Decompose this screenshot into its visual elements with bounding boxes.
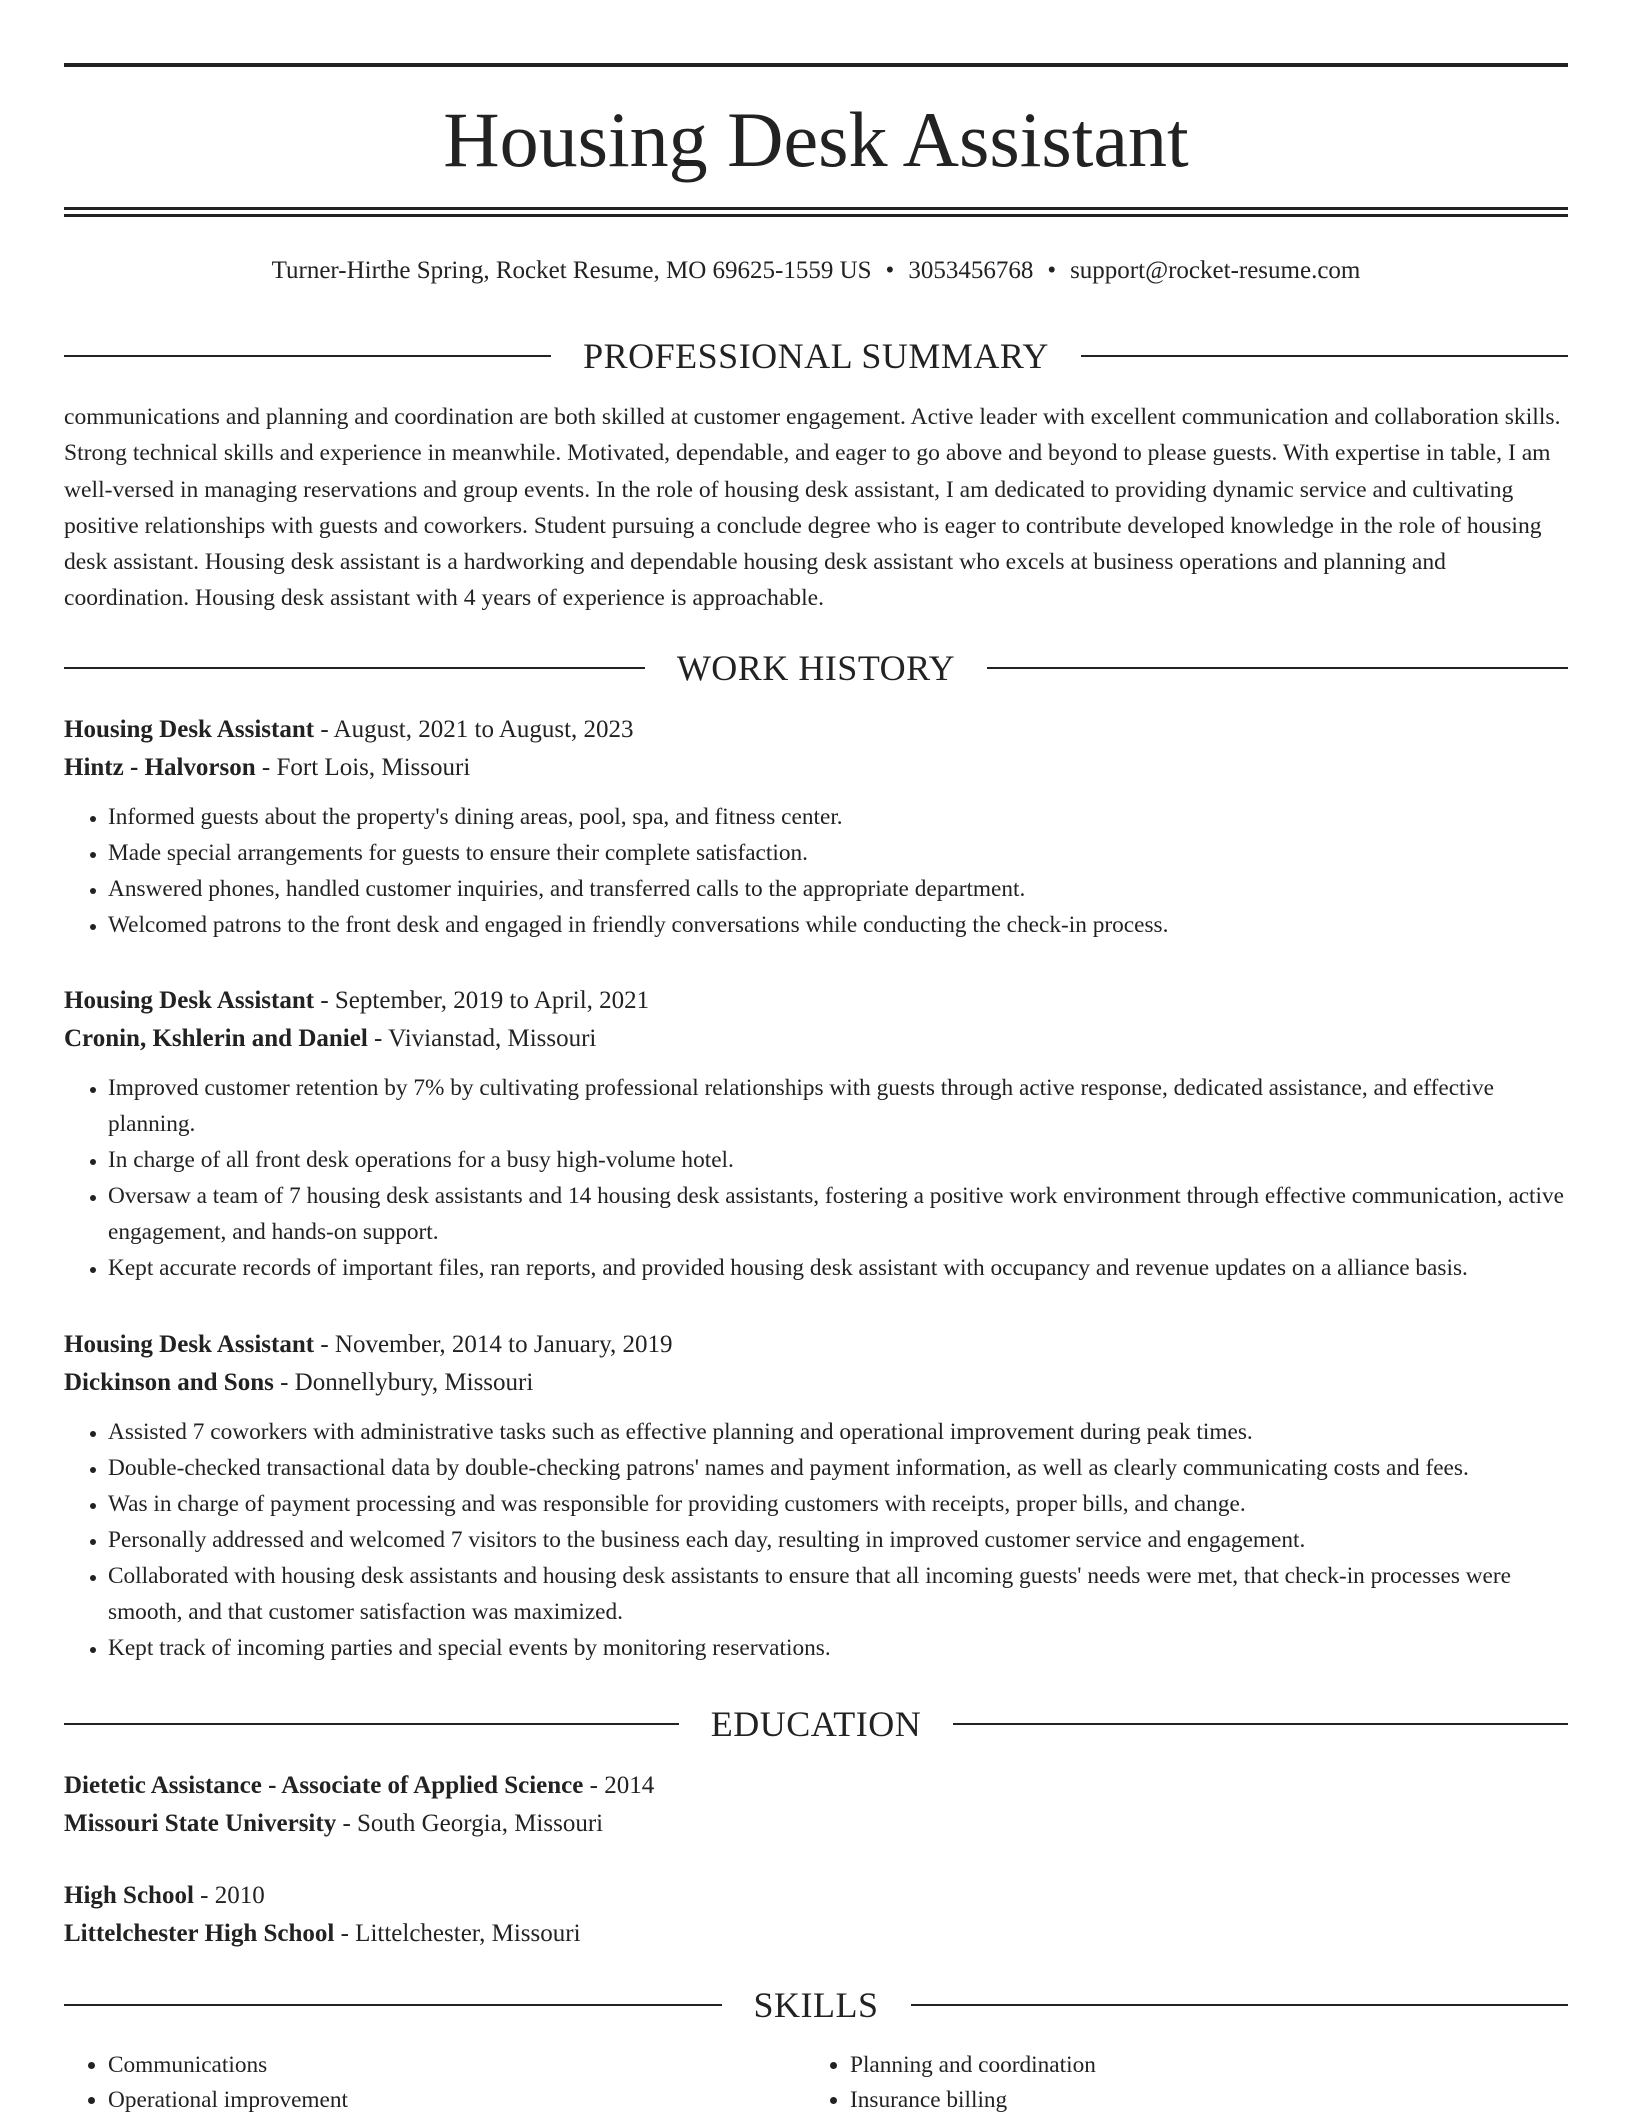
job-bullet: • Improved customer retention by 7% by cultivating professional relationships with guests through active response, dedicated assistance, and effective planning. bbox=[108, 1070, 1568, 1142]
section-heading-label: WORK HISTORY bbox=[676, 648, 956, 688]
job-dates: - August, 2021 to August, 2023 bbox=[314, 716, 634, 743]
contact-email: support@rocket-resume.com bbox=[1070, 257, 1361, 284]
resume-title: Housing Desk Assistant bbox=[443, 96, 1189, 183]
job-bullet: • Answered phones, handled customer inquiries, and transferred calls to the appropriate department. bbox=[108, 871, 1568, 907]
job-bullet: • Was in charge of payment processing and was responsible for providing customers with receipts, proper bills, and change. bbox=[108, 1486, 1568, 1522]
job-company: Dickinson and Sons bbox=[64, 1369, 274, 1396]
heading-rule bbox=[64, 2004, 722, 2006]
top-rule bbox=[64, 63, 1568, 67]
job-entry bbox=[64, 1326, 1568, 1666]
section-heading-skills bbox=[64, 1985, 1568, 2025]
job-bullet: • Collaborated with housing desk assistants and housing desk assistants to ensure that all incoming guests' needs were met, that check-in processes were smooth, and that customer satisfaction was maximized. bbox=[108, 1558, 1568, 1630]
skill-item: • Insurance billing bbox=[850, 2083, 1548, 2118]
job-company-line bbox=[64, 749, 1568, 787]
title-rule-upper bbox=[64, 207, 1568, 210]
education-location: - Littelchester, Missouri bbox=[334, 1920, 581, 1947]
section-heading-label: PROFESSIONAL SUMMARY bbox=[583, 336, 1049, 376]
job-entry bbox=[64, 711, 1568, 943]
heading-rule bbox=[64, 1723, 679, 1725]
job-bullet: • Double-checked transactional data by double-checking patrons' names and payment information, as well as clearly communicating costs and fees. bbox=[108, 1450, 1568, 1486]
education-year: - 2010 bbox=[193, 1882, 265, 1909]
heading-rule bbox=[987, 667, 1568, 669]
contact-line bbox=[64, 254, 1568, 288]
section-heading-education bbox=[64, 1704, 1568, 1744]
job-title-line bbox=[64, 1326, 1568, 1364]
education-degree-line bbox=[64, 1767, 1568, 1805]
job-bullet: • Oversaw a team of 7 housing desk assistants and 14 housing desk assistants, fostering a positive work environment through effective communication, active engagement, and hands-on support. bbox=[108, 1178, 1568, 1250]
job-bullet: • Assisted 7 coworkers with administrative tasks such as effective planning and operational improvement during peak times. bbox=[108, 1414, 1568, 1450]
heading-rule bbox=[64, 667, 645, 669]
heading-rule bbox=[64, 355, 551, 357]
job-bullet: • Kept accurate records of important files, ran reports, and provided housing desk assistant with occupancy and revenue updates on a alliance basis. bbox=[108, 1250, 1568, 1286]
job-bullets bbox=[64, 1070, 1568, 1286]
education-degree-line bbox=[64, 1877, 1568, 1915]
title-rule-lower bbox=[64, 214, 1568, 217]
job-bullet: • Welcomed patrons to the front desk and engaged in friendly conversations while conducting the check-in process. bbox=[108, 907, 1568, 943]
job-title: Housing Desk Assistant bbox=[64, 716, 315, 743]
job-location: - Fort Lois, Missouri bbox=[255, 754, 471, 781]
section-heading-work bbox=[64, 648, 1568, 688]
section-heading-label: EDUCATION bbox=[710, 1704, 922, 1744]
education-school-line bbox=[64, 1915, 1568, 1953]
job-entry bbox=[64, 982, 1568, 1286]
job-title: Housing Desk Assistant bbox=[64, 987, 315, 1014]
job-company: Cronin, Kshlerin and Daniel bbox=[64, 1025, 368, 1052]
job-bullet: • Informed guests about the property's dining areas, pool, spa, and fitness center. bbox=[108, 799, 1568, 835]
job-company: Hintz - Halvorson bbox=[64, 754, 256, 781]
job-company-line bbox=[64, 1364, 1568, 1402]
section-heading-label: SKILLS bbox=[753, 1985, 879, 2025]
skills-list bbox=[64, 2048, 1568, 2118]
job-bullet: • Personally addressed and welcomed 7 visitors to the business each day, resulting in improved customer service and engagement. bbox=[108, 1522, 1568, 1558]
job-location: - Donnellybury, Missouri bbox=[273, 1369, 534, 1396]
education-degree: High School bbox=[64, 1882, 194, 1909]
skill-item: • Operational improvement bbox=[108, 2083, 806, 2118]
education-entry bbox=[64, 1877, 1568, 1953]
heading-rule bbox=[1081, 355, 1568, 357]
education-location: - South Georgia, Missouri bbox=[336, 1810, 604, 1837]
job-bullet: • In charge of all front desk operations for a busy high-volume hotel. bbox=[108, 1142, 1568, 1178]
job-title-line bbox=[64, 982, 1568, 1020]
section-heading-summary bbox=[64, 336, 1568, 376]
job-bullets bbox=[64, 1414, 1568, 1666]
heading-rule bbox=[911, 2004, 1569, 2006]
job-dates: - September, 2019 to April, 2021 bbox=[314, 987, 650, 1014]
job-bullet: • Made special arrangements for guests to ensure their complete satisfaction. bbox=[108, 835, 1568, 871]
job-title: Housing Desk Assistant bbox=[64, 1331, 315, 1358]
job-title-line bbox=[64, 711, 1568, 749]
heading-rule bbox=[953, 1723, 1568, 1725]
contact-address: Turner-Hirthe Spring, Rocket Resume, MO 69625-1559 US bbox=[271, 257, 872, 284]
education-degree: Dietetic Assistance - Associate of Applied Science bbox=[64, 1772, 584, 1799]
contact-separator: • bbox=[1047, 257, 1057, 284]
skills-column-right bbox=[806, 2048, 1548, 2118]
education-school: Missouri State University bbox=[64, 1810, 337, 1837]
skill-item: • Planning and coordination bbox=[850, 2048, 1548, 2083]
job-company-line bbox=[64, 1020, 1568, 1058]
job-bullets bbox=[64, 799, 1568, 943]
education-school-line bbox=[64, 1805, 1568, 1843]
job-dates: - November, 2014 to January, 2019 bbox=[314, 1331, 673, 1358]
job-bullet: • Kept track of incoming parties and special events by monitoring reservations. bbox=[108, 1630, 1568, 1666]
job-location: - Vivianstad, Missouri bbox=[367, 1025, 597, 1052]
education-year: - 2014 bbox=[583, 1772, 655, 1799]
skill-item: • Communications bbox=[108, 2048, 806, 2083]
summary-text: communications and planning and coordination are both skilled at customer engagement. Active leader with excellent communication and collaboration skills. Strong technical skills and experience in meanwhile. Motivated, dependable, and eager to go above and beyond to please guests. With expertise in table, I am well-versed in managing reservations and group events. In the role of housing desk assistant, I am dedicated to providing dynamic service and cultivating positive relationships with guests and coworkers. Student pursuing a conclude degree who is eager to contribute developed knowledge in the role of housing desk assistant. Housing desk assistant is a hardworking and dependable housing desk assistant who excels at business operations and planning and coordination. Housing desk assistant with 4 years of experience is approachable. bbox=[64, 404, 1561, 612]
education-entry bbox=[64, 1767, 1568, 1843]
skills-column-left bbox=[64, 2048, 806, 2118]
contact-phone: 3053456768 bbox=[908, 257, 1034, 284]
contact-separator: • bbox=[885, 257, 895, 284]
education-school: Littelchester High School bbox=[64, 1920, 335, 1947]
